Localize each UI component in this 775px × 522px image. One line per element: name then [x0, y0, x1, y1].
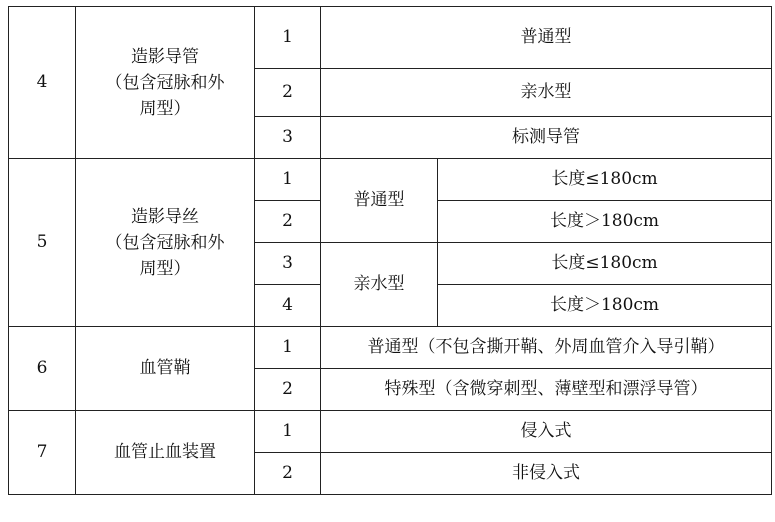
category-number: 4: [9, 7, 76, 159]
item-index: 2: [255, 369, 321, 411]
category-name: [76, 7, 255, 159]
category-name-line: 造影导丝: [131, 206, 199, 227]
item-spec: 长度≤180cm: [438, 159, 772, 201]
table-row: [9, 411, 772, 453]
item-index: 1: [255, 159, 321, 201]
category-number: 6: [9, 327, 76, 411]
item-description: 侵入式: [321, 411, 772, 453]
category-name: [76, 159, 255, 327]
item-index: 1: [255, 411, 321, 453]
item-description: 标测导管: [321, 117, 772, 159]
product-catalog-table: [8, 6, 772, 495]
category-name-line: 周型）: [139, 98, 191, 119]
item-index: 3: [255, 243, 321, 285]
item-description: 普通型: [321, 7, 772, 69]
item-index: 1: [255, 327, 321, 369]
category-number: 7: [9, 411, 76, 495]
table-row: [9, 7, 772, 69]
item-description: 非侵入式: [321, 453, 772, 495]
category-number: 5: [9, 159, 76, 327]
category-name-line: 周型）: [139, 258, 191, 279]
category-name-line: 造影导管: [131, 46, 199, 67]
item-index: 4: [255, 285, 321, 327]
subtype-label: 普通型: [321, 159, 438, 243]
item-description: 普通型（不包含撕开鞘、外周血管介入导引鞘）: [321, 327, 772, 369]
item-index: 3: [255, 117, 321, 159]
item-index: 2: [255, 201, 321, 243]
category-name: 血管鞘: [76, 327, 255, 411]
category-name-line: （包含冠脉和外: [105, 72, 225, 93]
item-index: 2: [255, 453, 321, 495]
item-description: 亲水型: [321, 69, 772, 117]
item-description: 特殊型（含微穿刺型、薄壁型和漂浮导管）: [321, 369, 772, 411]
category-name-line: （包含冠脉和外: [105, 232, 225, 253]
table-row: [9, 327, 772, 369]
item-spec: 长度＞180cm: [438, 201, 772, 243]
category-name: 血管止血装置: [76, 411, 255, 495]
item-spec: 长度＞180cm: [438, 285, 772, 327]
item-index: 2: [255, 69, 321, 117]
table-row: [9, 159, 772, 201]
item-spec: 长度≤180cm: [438, 243, 772, 285]
item-index: 1: [255, 7, 321, 69]
subtype-label: 亲水型: [321, 243, 438, 327]
